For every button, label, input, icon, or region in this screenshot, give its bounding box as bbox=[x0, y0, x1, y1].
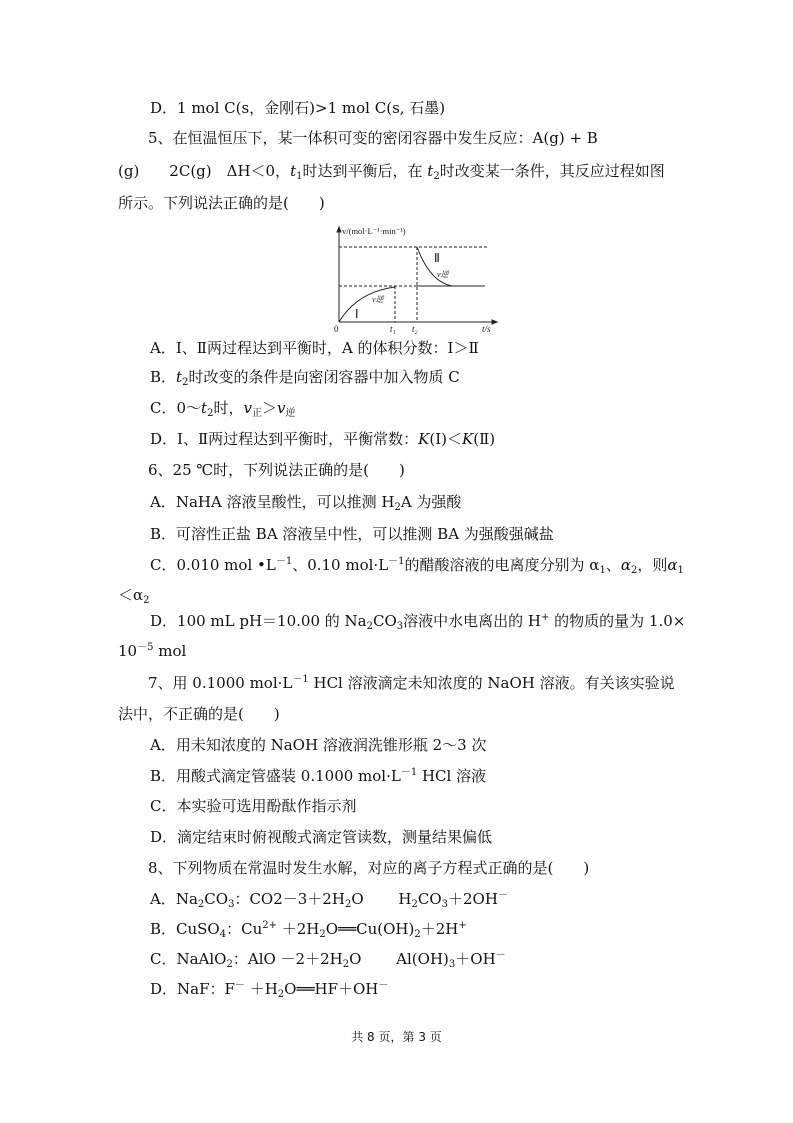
option-6c bbox=[118, 585, 150, 605]
text-segment: 8、下列物质在常温时发生水解，对应的离子方程式正确的是( ) bbox=[148, 859, 590, 877]
y-axis-arrow bbox=[337, 227, 341, 232]
text-segment: (g) 2C(g) ΔH＜0， bbox=[118, 162, 291, 180]
text-segment: －1 bbox=[388, 556, 405, 567]
text-segment: ＜α bbox=[118, 586, 144, 604]
text-segment: 4 bbox=[219, 929, 227, 940]
text-segment: CO bbox=[417, 890, 442, 908]
text-segment: mol bbox=[153, 642, 187, 660]
question-8-stem bbox=[148, 858, 589, 878]
option-4d bbox=[150, 98, 445, 118]
text-segment: 2 bbox=[394, 502, 401, 513]
text-segment: 2 bbox=[143, 595, 150, 606]
text-segment: 所示。下列说法正确的是( ) bbox=[118, 194, 325, 212]
text-segment: D．滴定结束时俯视酸式滴定管读数，测量结果偏低 bbox=[150, 828, 493, 846]
text-segment: CO bbox=[204, 890, 229, 908]
option-6a bbox=[150, 492, 461, 512]
question-5-stem bbox=[118, 161, 665, 181]
question-5-stem bbox=[118, 193, 325, 213]
text-segment: 6、25 ℃时，下列说法正确的是( ) bbox=[148, 461, 405, 479]
text-segment: 2 bbox=[433, 171, 440, 182]
text-segment: 10 bbox=[118, 642, 138, 660]
text-segment: 逆 bbox=[285, 408, 296, 419]
text-segment: (Ⅰ)＜ bbox=[429, 430, 463, 448]
text-segment: － bbox=[495, 950, 506, 961]
text-segment: C．0.010 mol •L bbox=[150, 556, 276, 574]
option-8c bbox=[150, 949, 506, 969]
text-segment: t bbox=[290, 162, 297, 180]
process-1-label: Ⅰ bbox=[355, 307, 359, 321]
option-5c bbox=[150, 398, 295, 418]
text-segment: －1 bbox=[275, 556, 293, 567]
text-segment: t bbox=[176, 368, 183, 386]
text-segment: 1 bbox=[599, 565, 606, 576]
text-segment: HCl 溶液滴定未知浓度的 NaOH 溶液。有关该实验说 bbox=[308, 674, 675, 692]
text-segment: K bbox=[418, 430, 430, 448]
text-segment: 2 bbox=[411, 899, 418, 910]
process-2-label: Ⅱ bbox=[434, 251, 440, 265]
text-segment: 7、用 0.1000 mol·L bbox=[148, 674, 293, 692]
text-segment: 2 bbox=[414, 929, 421, 940]
option-5b bbox=[150, 367, 460, 387]
text-segment: －1 bbox=[292, 674, 309, 685]
option-6d bbox=[150, 611, 685, 631]
text-segment: 3 bbox=[228, 899, 235, 910]
text-segment: ＋H bbox=[244, 980, 278, 998]
text-segment: ＋2H bbox=[420, 920, 459, 938]
text-segment: 时达到平衡后，在 bbox=[302, 162, 428, 180]
text-segment: －1 bbox=[400, 767, 418, 778]
text-segment: 2 bbox=[342, 959, 350, 970]
text-segment: 2+ bbox=[262, 920, 277, 931]
text-segment: 5、在恒温恒压下，某一体积可变的密闭容器中发生反应：A(g) + B bbox=[148, 129, 598, 147]
text-segment: (Ⅱ) bbox=[473, 430, 496, 448]
text-segment: CO bbox=[372, 612, 397, 630]
text-segment: 2 bbox=[197, 899, 205, 910]
text-segment: 2 bbox=[344, 899, 352, 910]
question-7-stem bbox=[118, 704, 280, 724]
text-segment: K bbox=[462, 430, 474, 448]
text-segment: B．可溶性正盐 BA 溶液呈中性，可以推测 BA 为强酸强碱盐 bbox=[150, 525, 554, 543]
text-segment: v bbox=[243, 399, 252, 417]
text-segment: ＋2OH bbox=[448, 890, 498, 908]
option-8a bbox=[150, 889, 508, 909]
text-segment: 时改变某一条件，其反应过程如图 bbox=[439, 162, 665, 180]
text-segment: 2 bbox=[630, 565, 638, 576]
y-axis-label: v/(mol·L⁻¹·min⁻¹) bbox=[342, 226, 406, 236]
text-segment: C．NaAlO bbox=[150, 950, 227, 968]
text-segment: 3 bbox=[396, 621, 404, 632]
text-segment: 2 bbox=[207, 408, 214, 419]
text-segment: A．NaHA 溶液呈酸性，可以推测 H bbox=[150, 493, 395, 511]
text-segment: － bbox=[378, 980, 389, 991]
text-segment: A．用未知浓度的 NaOH 溶液润洗锥形瓶 2～3 次 bbox=[150, 736, 487, 754]
t1-label: t₁ bbox=[390, 324, 396, 334]
option-7a bbox=[150, 735, 486, 755]
text-segment: 2 bbox=[277, 989, 285, 1000]
text-segment: 时， bbox=[213, 399, 244, 417]
option-5a bbox=[150, 338, 479, 358]
text-segment: + bbox=[458, 920, 467, 931]
curve-label-1: v逆 bbox=[372, 295, 384, 304]
text-segment: ：Cu bbox=[226, 920, 263, 938]
text-segment: ＞ bbox=[261, 399, 277, 417]
reaction-rate-graph bbox=[322, 222, 500, 334]
text-segment: D．1 mol C(s，金刚石)>1 mol C(s, 石墨) bbox=[150, 99, 446, 117]
text-segment: HCl 溶液 bbox=[417, 767, 487, 785]
text-segment: C．0～ bbox=[150, 399, 202, 417]
question-7-stem bbox=[148, 673, 675, 693]
text-segment: 1 bbox=[296, 171, 303, 182]
text-segment: 3 bbox=[448, 959, 456, 970]
text-segment: 2 bbox=[226, 959, 233, 970]
text-segment: － bbox=[497, 890, 508, 901]
text-segment: 2 bbox=[319, 929, 326, 940]
text-segment: ＋OH bbox=[455, 950, 496, 968]
text-segment: B．用酸式滴定管盛装 0.1000 mol·L bbox=[150, 767, 401, 785]
question-5-stem bbox=[148, 128, 598, 148]
text-segment: O H bbox=[351, 890, 412, 908]
text-segment: D．100 mL pH＝10.00 的 Na bbox=[150, 612, 367, 630]
text-segment: α bbox=[620, 556, 631, 574]
text-segment: O Al(OH) bbox=[349, 950, 449, 968]
option-6b bbox=[150, 524, 554, 544]
text-segment: 正 bbox=[251, 408, 262, 419]
option-7d bbox=[150, 827, 492, 847]
option-8b bbox=[150, 919, 467, 939]
text-segment: 时改变的条件是向密闭容器中加入物质 C bbox=[188, 368, 460, 386]
text-segment: t bbox=[427, 162, 434, 180]
text-segment: C．本实验可选用酚酞作指示剂 bbox=[150, 797, 357, 815]
text-segment: 溶液中水电离出的 H bbox=[403, 612, 541, 630]
x-axis-label: t/s bbox=[482, 324, 491, 334]
text-segment: D．Ⅰ、Ⅱ两过程达到平衡时，平衡常数： bbox=[150, 430, 419, 448]
text-segment: 法中，不正确的是( ) bbox=[118, 705, 280, 723]
text-segment: B．CuSO bbox=[150, 920, 220, 938]
text-segment: + bbox=[541, 612, 550, 623]
text-segment: 、0.10 mol·L bbox=[292, 556, 389, 574]
option-6d bbox=[118, 641, 186, 661]
text-segment: A．Na bbox=[150, 890, 198, 908]
curve-label-2: v逆 bbox=[437, 270, 449, 279]
origin-label: 0 bbox=[334, 324, 339, 334]
x-axis-arrow bbox=[492, 320, 497, 324]
text-segment: B． bbox=[150, 368, 177, 386]
text-segment: A．Ⅰ、Ⅱ两过程达到平衡时，A 的体积分数：Ⅰ＞Ⅱ bbox=[150, 339, 479, 357]
text-segment: ＋2H bbox=[277, 920, 320, 938]
text-segment: －5 bbox=[137, 642, 154, 653]
text-segment: t bbox=[201, 399, 208, 417]
option-7c bbox=[150, 796, 356, 816]
text-segment: O══HF＋OH bbox=[284, 980, 379, 998]
text-segment: 、 bbox=[605, 556, 621, 574]
option-7b bbox=[150, 766, 486, 786]
text-segment: 3 bbox=[441, 899, 448, 910]
text-segment: 2 bbox=[182, 377, 189, 388]
option-6c bbox=[150, 555, 684, 575]
text-segment: 的醋酸溶液的电离度分别为 α bbox=[404, 556, 600, 574]
text-segment: α bbox=[667, 556, 678, 574]
question-6-stem bbox=[148, 460, 405, 480]
text-segment: O══Cu(OH) bbox=[325, 920, 415, 938]
option-8d bbox=[150, 979, 388, 999]
text-segment: ：CO2－3＋2H bbox=[234, 890, 345, 908]
text-segment: v bbox=[276, 399, 286, 417]
text-segment: － bbox=[234, 980, 245, 991]
t2-label: t₂ bbox=[412, 324, 418, 334]
text-segment: 2 bbox=[366, 621, 373, 632]
text-segment: A 为强酸 bbox=[400, 493, 462, 511]
text-segment: ：AlO －2＋2H bbox=[232, 950, 343, 968]
text-segment: ，则 bbox=[637, 556, 668, 574]
text-segment: 1 bbox=[677, 565, 684, 576]
option-5d bbox=[150, 429, 495, 449]
text-segment: D．NaF：F bbox=[150, 980, 235, 998]
page-footer: 共 8 页，第 3 页 bbox=[351, 1030, 442, 1044]
curve-process-1 bbox=[339, 287, 395, 322]
text-segment: 的物质的量为 1.0× bbox=[549, 612, 686, 630]
